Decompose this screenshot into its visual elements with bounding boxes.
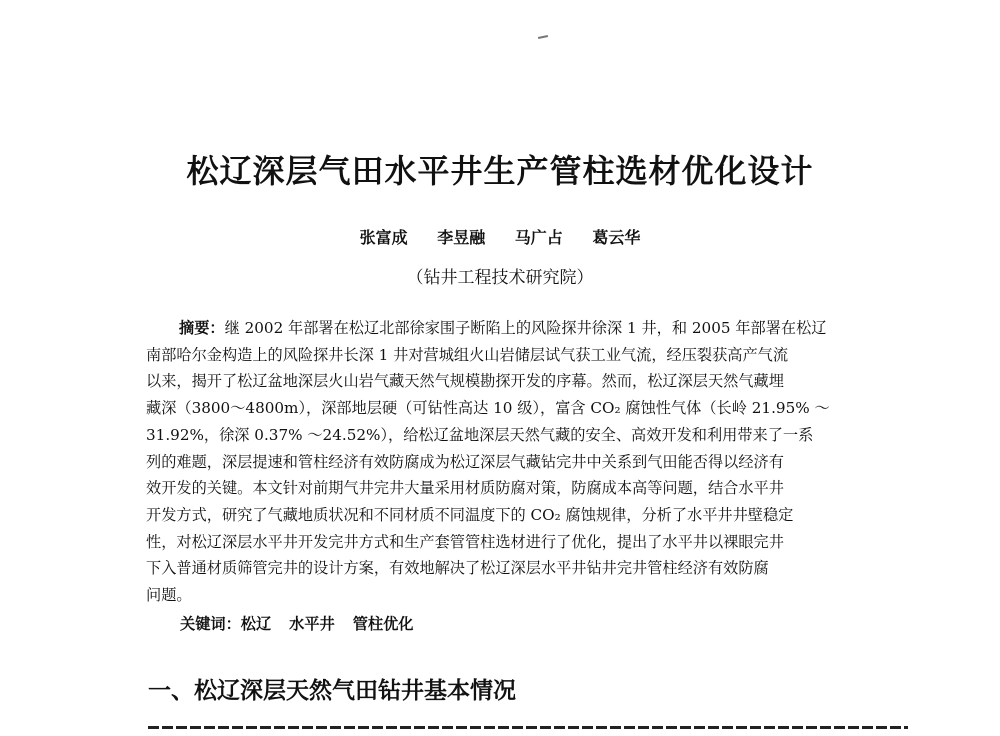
abstract [146, 315, 866, 609]
abstract-line: 效开发的关键。本文针对前期气井完井大量采用材质防腐对策，防腐成本高等问题，结合水平井 [146, 479, 784, 498]
author-name: 李昱融 [437, 228, 486, 247]
author-name: 葛云华 [592, 228, 641, 247]
abstract-line: 开发方式，研究了气藏地质状况和不同材质不同温度下的 CO₂ 腐蚀规律，分析了水平井井壁稳定 [146, 505, 794, 524]
abstract-text: 继 2002 年部署在松辽北部徐家围子断陷上的风险探井徐深 1 井，和 2005 年部署在松辽 [224, 319, 827, 337]
abstract-line: 下入普通材质筛管完井的设计方案，有效地解决了松辽深层水平井钻井完井管柱经济有效防腐 [146, 559, 769, 578]
page-speck [538, 35, 548, 39]
abstract-line: 性，对松辽深层水平井开发完井方式和生产套管管柱选材进行了优化，提出了水平井以裸眼完井 [146, 532, 784, 551]
author-list [0, 225, 1000, 248]
affiliation: （钻井工程技术研究院） [406, 268, 594, 288]
author-name: 张富成 [359, 228, 408, 247]
abstract-line: 南部哈尔金构造上的风险探井长深 1 井对营城组火山岩储层试气获工业气流，经压裂获高产气流 [146, 345, 789, 364]
paper-title: 松辽深层气田水平井生产管柱选材优化设计 [186, 152, 814, 190]
abstract-label: 摘要： [179, 319, 225, 337]
abstract-line: 列的难题，深层提速和管柱经济有效防腐成为松辽深层气藏钻完井中关系到气田能否得以经济有 [146, 452, 784, 471]
keyword: 管柱优化 [352, 615, 414, 633]
keyword: 水平井 [289, 615, 335, 633]
abstract-line-first [146, 315, 866, 342]
abstract-line: 藏深（3800～4800m），深部地层硬（可钻性高达 10 级），富含 CO₂ 腐蚀性气体（长岭 21.95% ～ [146, 399, 830, 418]
abstract-line: 问题。 [146, 586, 192, 605]
keywords-label: 关键词： [180, 615, 241, 633]
keywords [180, 613, 431, 634]
keyword: 松辽 [240, 615, 272, 633]
abstract-line: 以来，揭开了松辽盆地深层火山岩气藏天然气规模勘探开发的序幕。然而，松辽深层天然气藏埋 [146, 372, 784, 391]
section-heading: 一、松辽深层天然气田钻井基本情况 [148, 678, 516, 704]
abstract-line: 31.92%，徐深 0.37% ～24.52%），给松辽盆地深层天然气藏的安全、高效开发和利用带来了一系 [146, 425, 814, 444]
author-name: 马广占 [514, 228, 563, 247]
truncated-text-line [148, 722, 908, 736]
